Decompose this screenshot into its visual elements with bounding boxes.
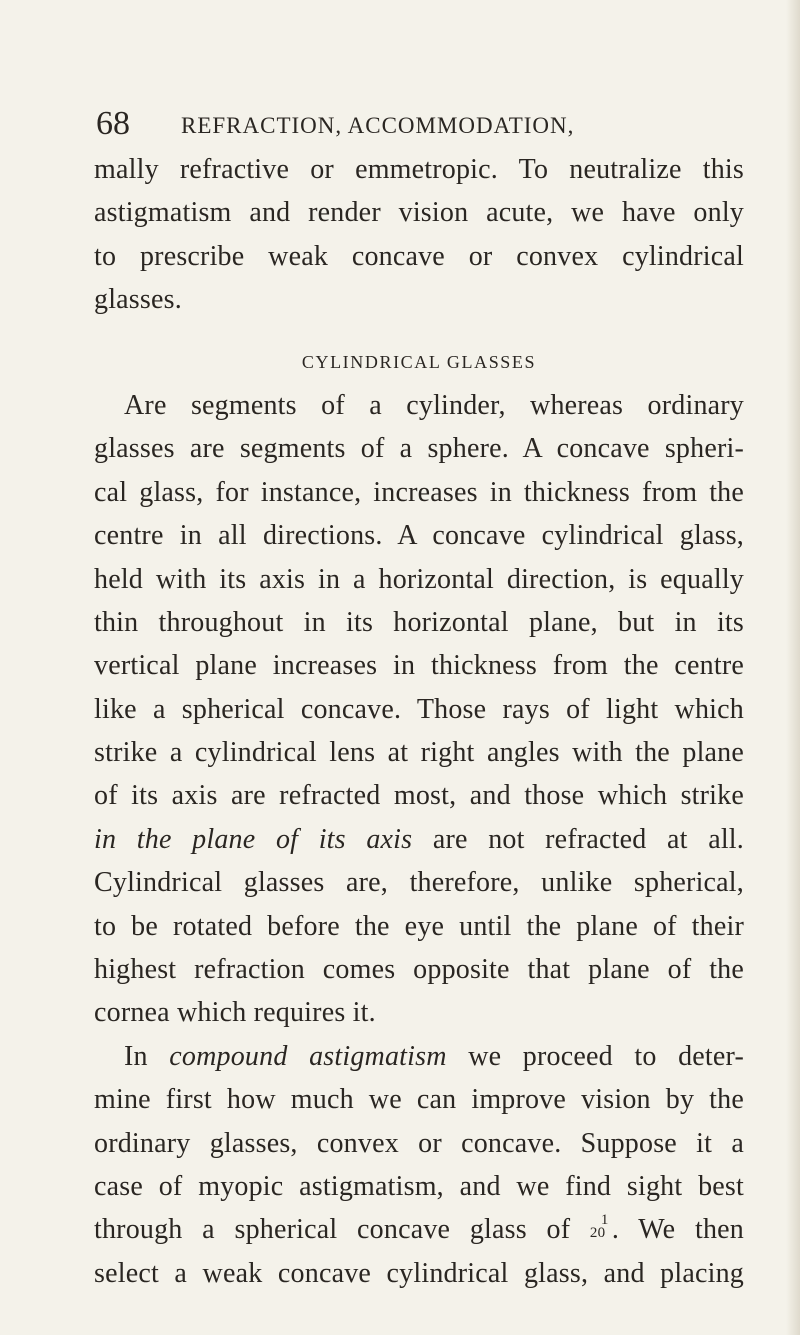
paragraph-cylindrical-glasses <box>94 384 744 1035</box>
fraction-numerator: 1 <box>600 1212 609 1229</box>
text-fragment: through a spherical concave glass of <box>94 1214 590 1246</box>
page-header <box>96 106 746 142</box>
italic-phrase: in the plane of its axis <box>94 823 413 855</box>
text-line: held with its axis in a horizontal direction, is equally <box>94 563 744 595</box>
text-line: centre in all directions. A concave cylindrical glass, <box>94 520 744 552</box>
page-body <box>94 148 744 1295</box>
text-line: vertical plane increases in thickness from the centre <box>94 650 744 682</box>
text-line: like a spherical concave. Those rays of light which <box>94 693 744 725</box>
running-title: REFRACTION, ACCOMMODATION, <box>181 113 575 138</box>
text-line <box>94 1035 744 1078</box>
page-edge-shadow <box>786 0 800 1335</box>
section-heading: CYLINDRICAL GLASSES <box>301 351 537 372</box>
text-line: of its axis are refracted most, and those which strike <box>94 780 744 812</box>
text-line: cornea which requires it. <box>94 997 376 1029</box>
text-fragment: are not refracted at all. <box>412 823 744 855</box>
text-fragment: In <box>124 1040 170 1072</box>
fraction <box>590 1214 612 1242</box>
text-line: select a weak concave cylindrical glass, and placing <box>94 1257 744 1289</box>
text-line: glasses are segments of a sphere. A concave spheri- <box>94 433 744 465</box>
text-line: Cylindrical glasses are, therefore, unlike spherical, <box>94 867 744 899</box>
text-line: to be rotated before the eye until the plane of their <box>94 910 744 942</box>
text-line <box>94 818 744 861</box>
text-line: mally refractive or emmetropic. To neutralize this <box>94 154 744 185</box>
text-line: strike a cylindrical lens at right angles with the plane <box>94 737 744 769</box>
paragraph-intro <box>94 148 744 322</box>
text-line: mine first how much we can improve vision by the <box>94 1084 744 1116</box>
text-line <box>94 1208 744 1251</box>
text-line: thin throughout in its horizontal plane, but in its <box>94 606 744 638</box>
italic-term: compound astigmatism <box>169 1040 447 1072</box>
text-line: glasses. <box>94 284 182 316</box>
text-line: case of myopic astigmatism, and we find sight best <box>94 1170 744 1202</box>
text-fragment: we proceed to deter- <box>446 1040 744 1072</box>
text-line: Are segments of a cylinder, whereas ordinary <box>124 389 744 421</box>
text-line: to prescribe weak concave or convex cylindrical <box>94 240 744 272</box>
text-line: ordinary glasses, convex or concave. Suppose it a <box>94 1127 744 1159</box>
text-fragment: . We then <box>611 1214 744 1246</box>
text-line: highest refraction comes opposite that plane of the <box>94 954 744 986</box>
paragraph-compound-astigmatism <box>94 1035 744 1295</box>
text-line: cal glass, for instance, increases in thickness from the <box>94 476 744 508</box>
page-number: 68 <box>96 105 130 142</box>
fraction-denominator: 20 <box>589 1225 606 1242</box>
text-line: astigmatism and render vision acute, we have only <box>94 197 744 229</box>
